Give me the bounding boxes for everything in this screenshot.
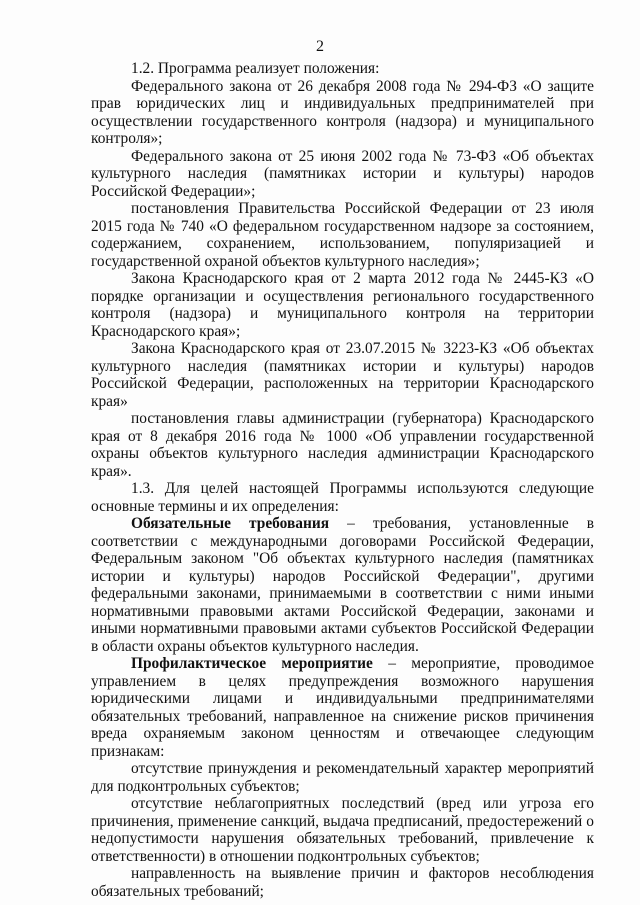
- document-body: [91, 60, 594, 900]
- term-mandatory-requirements: Обязательные требования: [131, 515, 330, 532]
- definition-mandatory-requirements: – требования, установленные в соответствии с международными договорами Российской Федерации, Федеральным законом "Об объектах культурного наследия (памятниках истории и культуры) народов Российской Федерации", другими федеральными законами, принимаемыми в соответствии с ними иными нормативными правовыми актами Российской Федерации, законами и иными нормативными правовыми актами субъектов Российской Федерации в области охраны объектов культурного наследия.: [91, 515, 594, 655]
- paragraph-1-2-intro: 1.2. Программа реализует положения:: [131, 60, 380, 77]
- paragraph-krasnodar-law-2445: Закона Краснодарского края от 2 марта 2012 года № 2445-КЗ «О порядке организации и осуществления регионального государственного контроля (надзора) и муниципального контроля на территории Краснодарского края»;: [91, 270, 594, 340]
- paragraph-federal-law-294: Федерального закона от 26 декабря 2008 года № 294-ФЗ «О защите прав юридических лиц и индивидуальных предпринимателей при осуществлении государственного контроля (надзора) и муниципального контроля»;: [91, 77, 594, 147]
- page-number: 2: [316, 38, 324, 55]
- paragraph-governor-decree-1000: постановления главы администрации (губернатора) Краснодарского края от 8 декабря 2016 года № 1000 «Об управлении государственной охраны объектов культурного наследия администрации Краснодарского края».: [91, 410, 594, 480]
- paragraph-krasnodar-law-3223: Закона Краснодарского края от 23.07.2015 № 3223-КЗ «Об объектах культурного наследия (памятниках истории и культуры) народов Российской Федерации, расположенных на территории Краснодарского края»: [91, 340, 594, 410]
- paragraph-definition-mandatory-requirements: [91, 515, 594, 655]
- definition-preventive-measure: – мероприятие, проводимое управлением в целях предупреждения возможного нарушения юридическими лицами и индивидуальными предпринимателями обязательных требований, направленное на снижение рисков причинения вреда охраняемым законом ценностям и отвечающее следующим признакам:: [91, 655, 594, 760]
- paragraph-sign-no-adverse-consequences: отсутствие неблагоприятных последствий (вред или угроза его причинения, применение санкций, выдача предписаний, предостережений о недопустимости нарушения обязательных требований, привлечение к ответственности) в отношении подконтрольных субъектов;: [91, 795, 594, 865]
- paragraph-federal-law-73: Федерального закона от 25 июня 2002 года № 73-ФЗ «Об объектах культурного наследия (памятниках истории и культуры) народов Российской Федерации»;: [91, 147, 594, 200]
- term-preventive-measure: Профилактическое мероприятие: [131, 655, 373, 672]
- paragraph-sign-no-coercion: отсутствие принуждения и рекомендательный характер мероприятий для подконтрольных субъектов;: [91, 760, 594, 795]
- paragraph-government-decree-740: постановления Правительства Российской Федерации от 23 июля 2015 года № 740 «О федеральном государственном надзоре за состоянием, содержанием, сохранением, использованием, популяризацией и государственной охраной объектов культурного наследия»;: [91, 200, 594, 270]
- paragraph-definition-preventive-measure: [91, 655, 594, 760]
- paragraph-sign-cause-identification: направленность на выявление причин и факторов несоблюдения обязательных требований;: [91, 865, 594, 900]
- paragraph-1-3-terms-intro: 1.3. Для целей настоящей Программы используются следующие основные термины и их определения:: [91, 480, 594, 515]
